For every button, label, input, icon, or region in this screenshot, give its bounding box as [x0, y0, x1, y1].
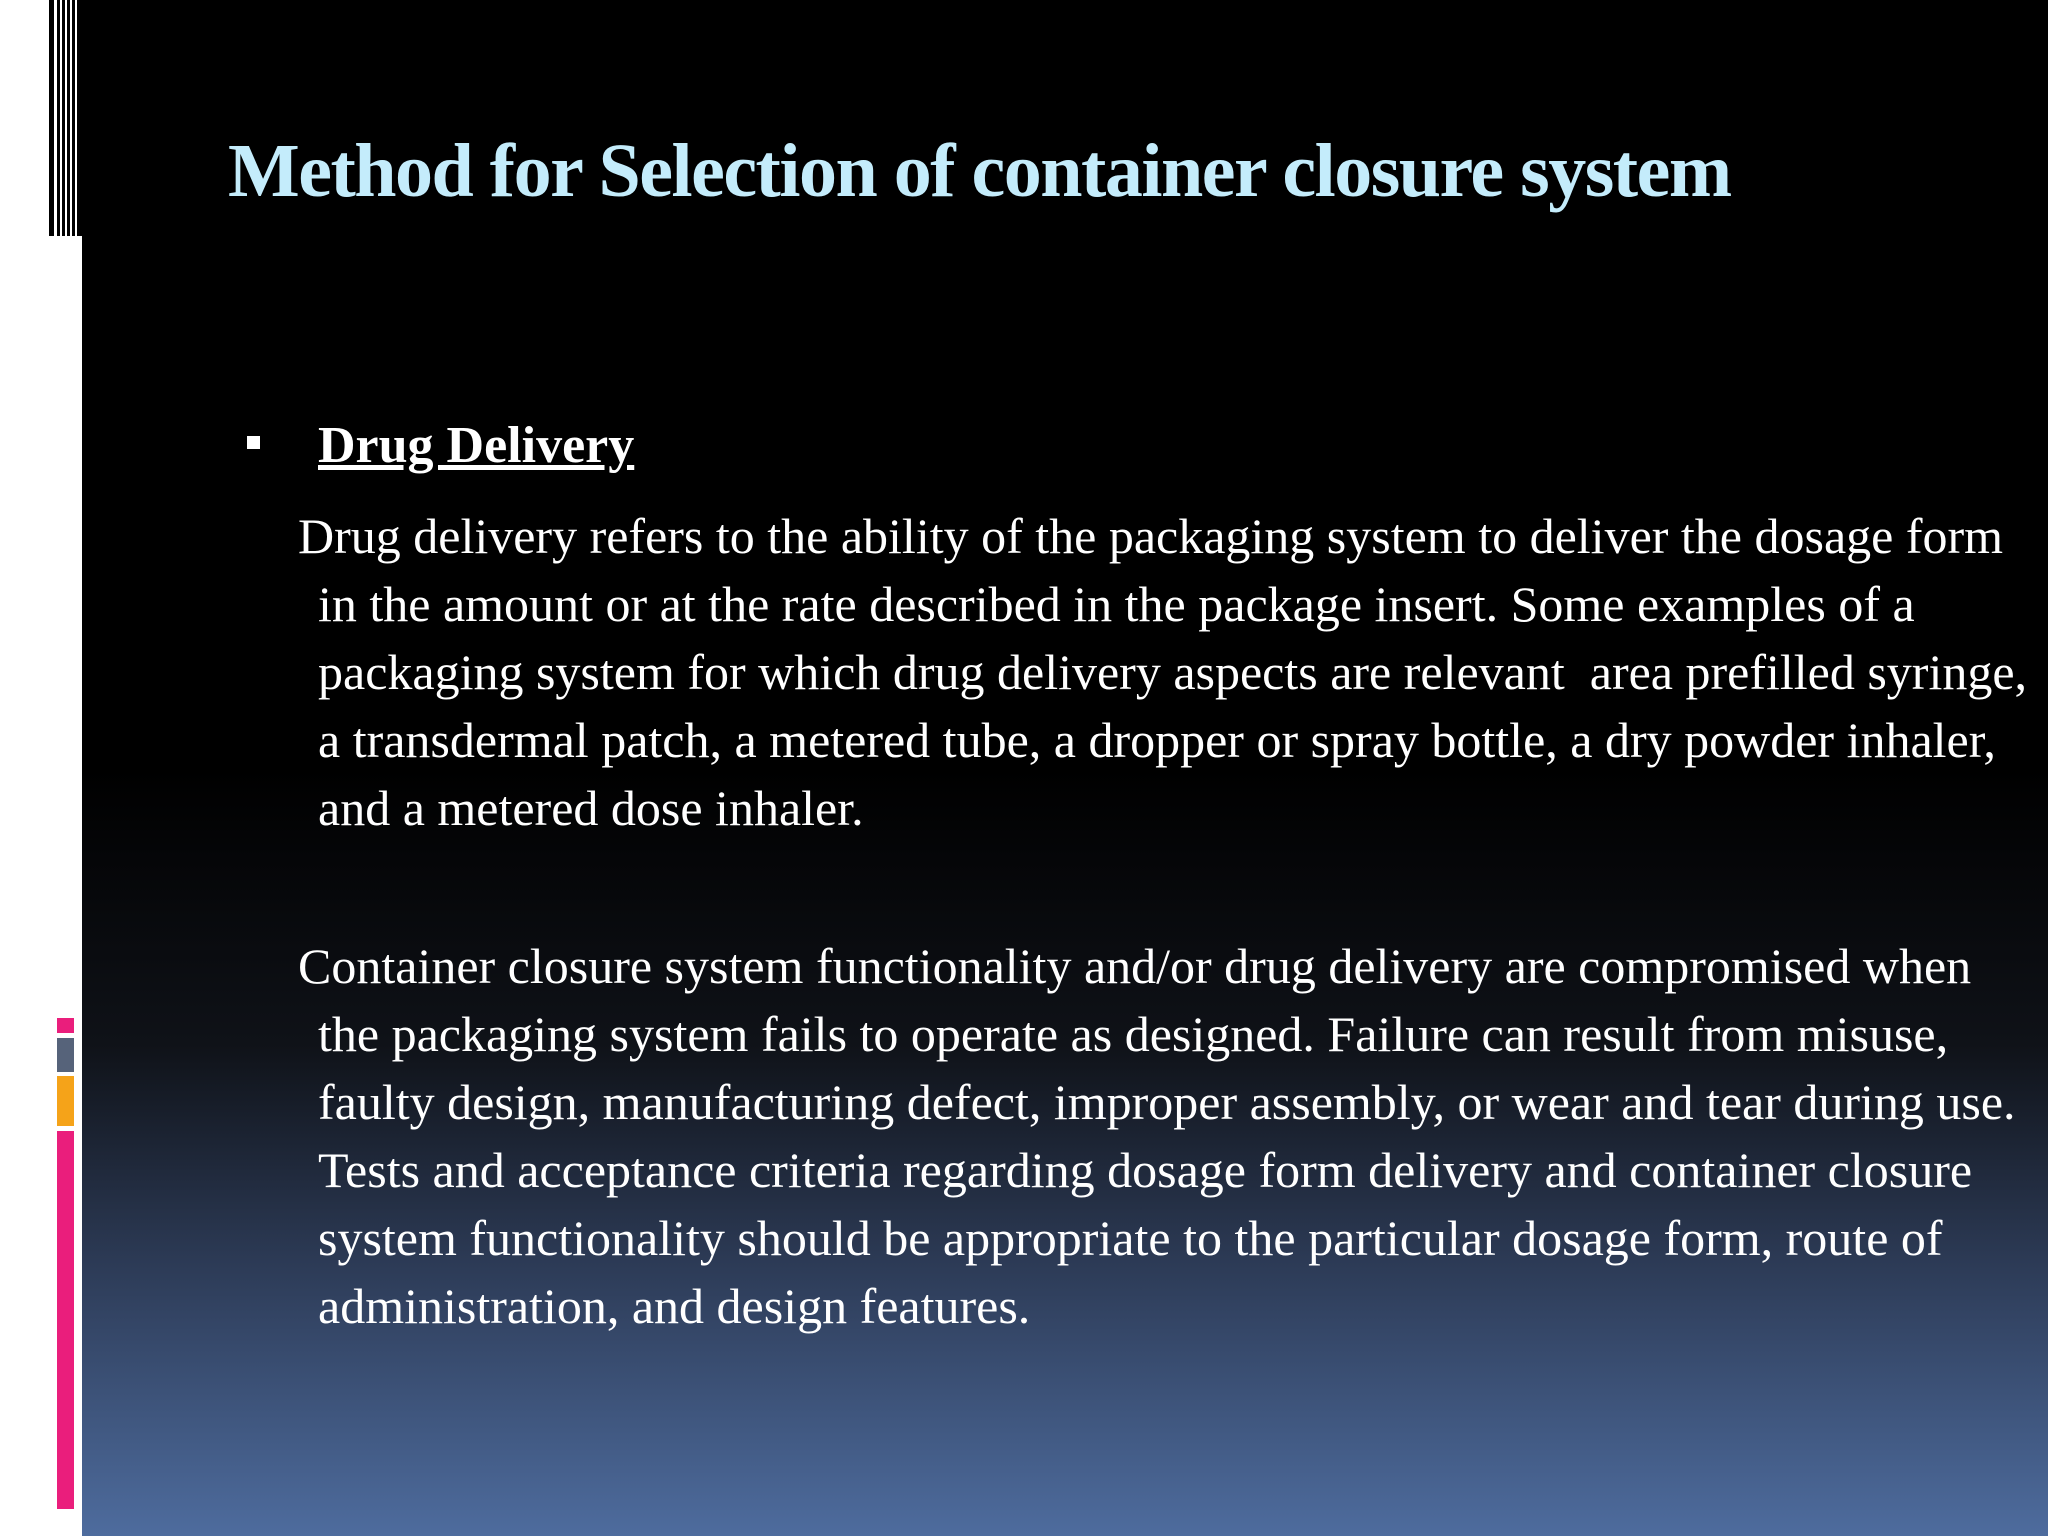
section-heading: Drug Delivery	[318, 417, 635, 474]
sidebar-accent-amber	[57, 1076, 74, 1126]
body-paragraph-drug-delivery: Drug delivery refers to the ability of the packaging system to deliver the dosage form in the amount or at the rate described in the package insert. Some examples of a packaging system for which drug delivery aspects are relevant area prefilled syringe, a transdermal patch, a metered tube, a dropper or spray bottle, a dry powder inhaler, and a metered dose inhaler.	[298, 508, 2040, 836]
sidebar-hatch-line	[49, 0, 54, 236]
slide-title: Method for Selection of container closure system	[228, 129, 1731, 213]
body-paragraph-functionality: Container closure system functionality and/or drug delivery are compromised when the packaging system fails to operate as designed. Failure can result from misuse, faulty design, manufacturing defect, improper assembly, or wear and tear during use. Tests and acceptance criteria regarding dosage form delivery and container closure system functionality should be appropriate to the particular dosage form, route of administration, and design features.	[298, 938, 2028, 1334]
sidebar-accent-slate	[57, 1038, 74, 1072]
sidebar-accent-pink-small	[57, 1018, 74, 1033]
sidebar-accent-pink-long	[57, 1131, 74, 1509]
sidebar-hatch-line	[72, 0, 75, 236]
left-decorative-sidebar	[0, 0, 82, 1536]
sidebar-hatch-line	[57, 0, 60, 236]
square-bullet-icon	[247, 436, 260, 449]
slide-canvas	[82, 0, 2048, 1536]
sidebar-hatch-line	[67, 0, 70, 236]
sidebar-hatch-line	[62, 0, 65, 236]
